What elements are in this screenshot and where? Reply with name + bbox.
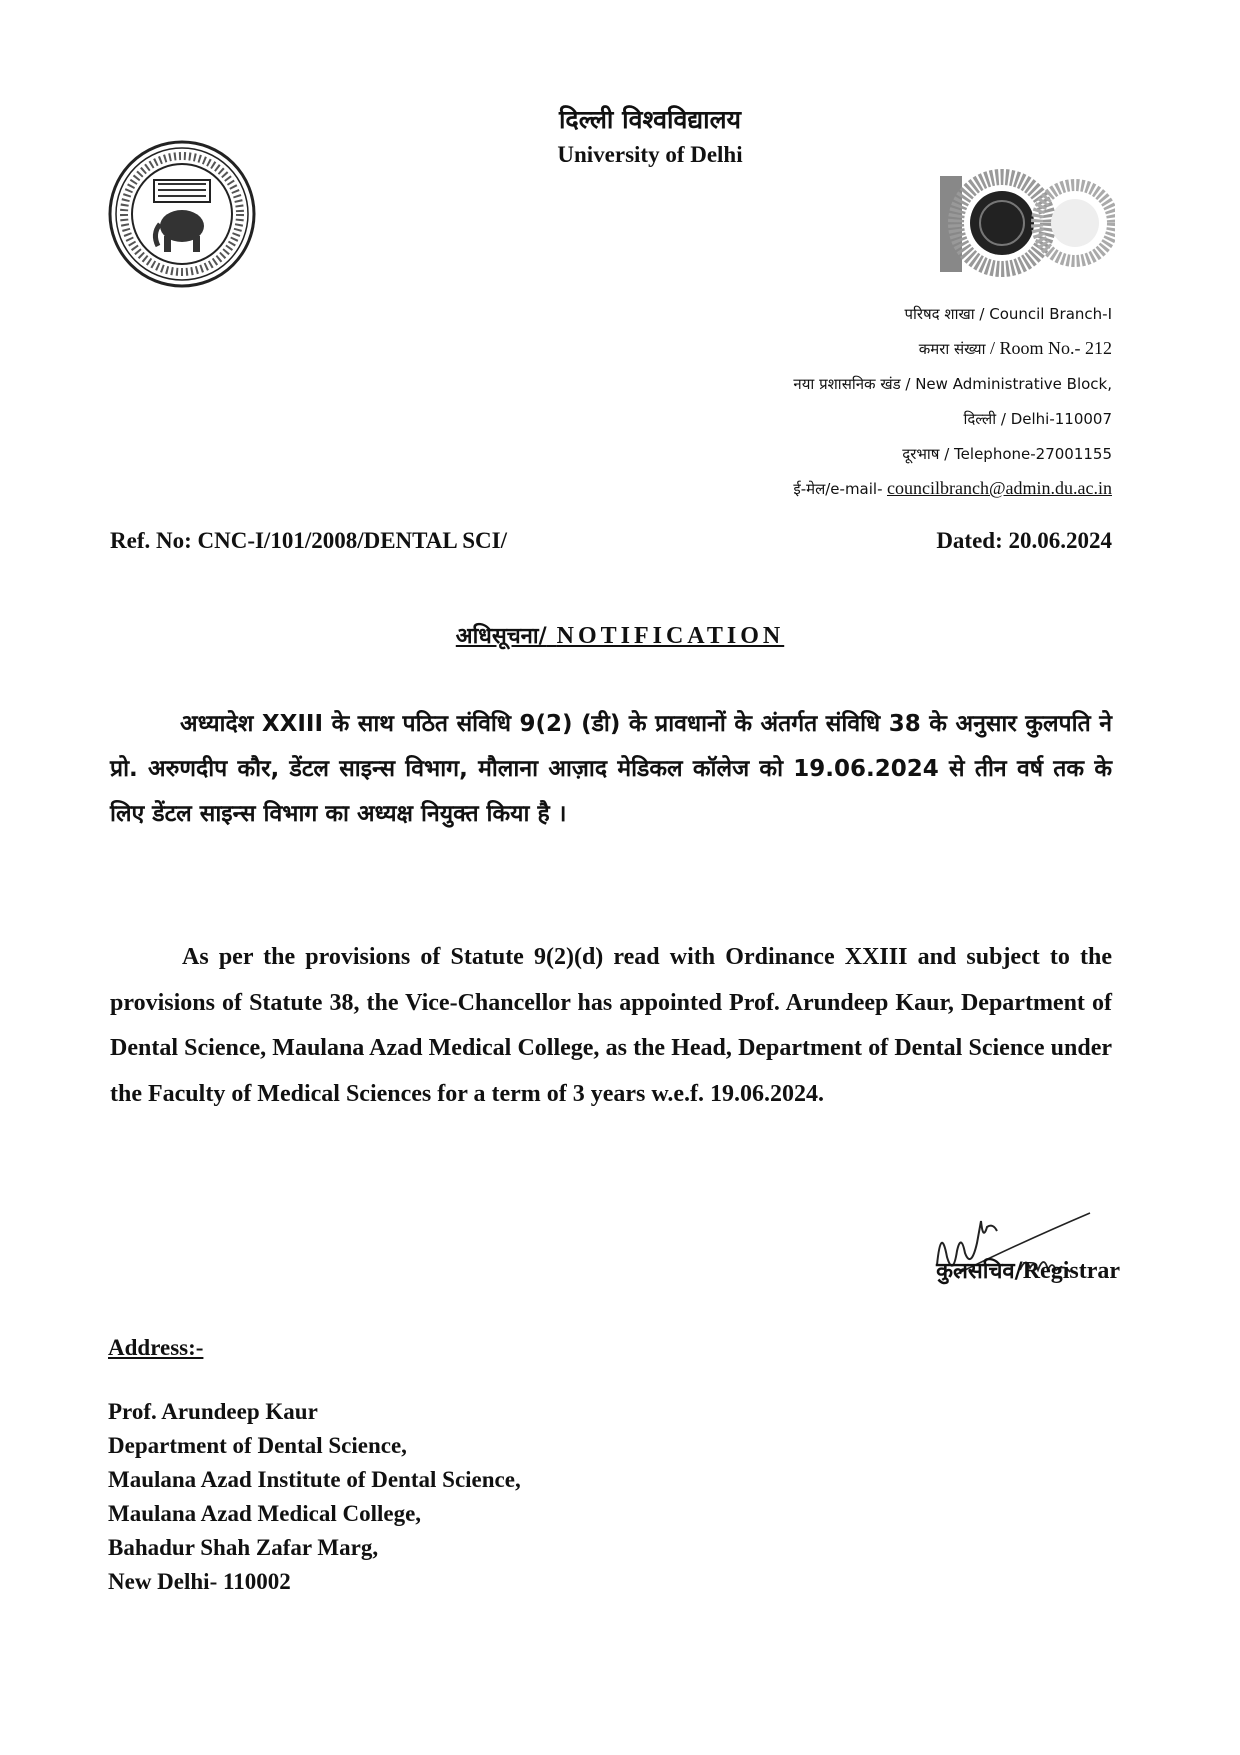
city-text: दिल्ली / Delhi-110007 xyxy=(963,410,1112,428)
date: Dated: 20.06.2024 xyxy=(936,528,1112,553)
room-line xyxy=(793,331,1112,366)
notification-title-hindi: अधिसूचना/ xyxy=(455,624,547,649)
contact-block xyxy=(793,296,1112,506)
email-label: ई-मेल/e-mail- xyxy=(793,480,883,498)
address-line: Department of Dental Science, xyxy=(108,1433,407,1458)
reference-number: Ref. No: CNC-I/101/2008/DENTAL SCI/ xyxy=(110,528,507,553)
notification-title-english: NOTIFICATION xyxy=(556,623,785,649)
address-line: Prof. Arundeep Kaur xyxy=(108,1399,318,1424)
centenary-logo xyxy=(940,168,1115,278)
signatory-title-hindi: कुलसचिव/ xyxy=(936,1259,1023,1284)
address-block xyxy=(108,1395,521,1599)
branch-line xyxy=(793,296,1112,331)
university-name-english: University of Delhi xyxy=(557,142,743,167)
address-line: Bahadur Shah Zafar Marg, xyxy=(108,1535,379,1560)
address-line: Maulana Azad Medical College, xyxy=(108,1501,422,1526)
body-paragraph-english: As per the provisions of Statute 9(2)(d) read with Ordinance XXIII and subject to the provisions of Statute 38, the Vice-Chancellor has appointed Prof. Arundeep Kaur, Department of Dental Science, Maulana Azad Medical College, as the Head, Department of Dental Science under the Faculty of Medical Sciences for a term of 3 years w.e.f. 19.06.2024. xyxy=(110,944,1112,1107)
signatory-title-english: Registrar xyxy=(1022,1258,1120,1284)
branch-text: परिषद शाखा / Council Branch-I xyxy=(904,305,1112,323)
signatory-title xyxy=(936,1255,1120,1285)
city-line xyxy=(793,401,1112,436)
address-line: Maulana Azad Institute of Dental Science, xyxy=(108,1467,521,1492)
telephone-text: दूरभाष / Telephone-27001155 xyxy=(902,445,1112,463)
address-line: New Delhi- 110002 xyxy=(108,1569,291,1594)
address-label: Address:- xyxy=(108,1335,204,1360)
room-label-hindi: कमरा संख्या xyxy=(918,340,986,358)
email-link[interactable]: councilbranch@admin.du.ac.in xyxy=(887,478,1112,498)
block-text: नया प्रशासनिक खंड / New Administrative Block, xyxy=(793,375,1112,393)
notification-title xyxy=(0,620,1240,650)
room-number: / Room No.- 212 xyxy=(989,338,1112,358)
telephone-line xyxy=(793,436,1112,471)
email-line xyxy=(793,471,1112,506)
university-name-hindi: दिल्ली विश्वविद्यालय xyxy=(558,105,742,134)
body-paragraph-hindi: अध्यादेश XXIII के साथ पठित संविधि 9(2) (डी) के प्रावधानों के अंतर्गत संविधि 38 के अनुसार कुलपति ने प्रो. अरुणदीप कौर, डेंटल साइन्स विभाग, मौलाना आज़ाद मेडिकल कॉलेज को 19.06.2024 से तीन वर्ष तक के लिए डेंटल साइन्स विभाग का अध्यक्ष नियुक्त किया है । xyxy=(110,711,1112,827)
block-line xyxy=(793,366,1112,401)
